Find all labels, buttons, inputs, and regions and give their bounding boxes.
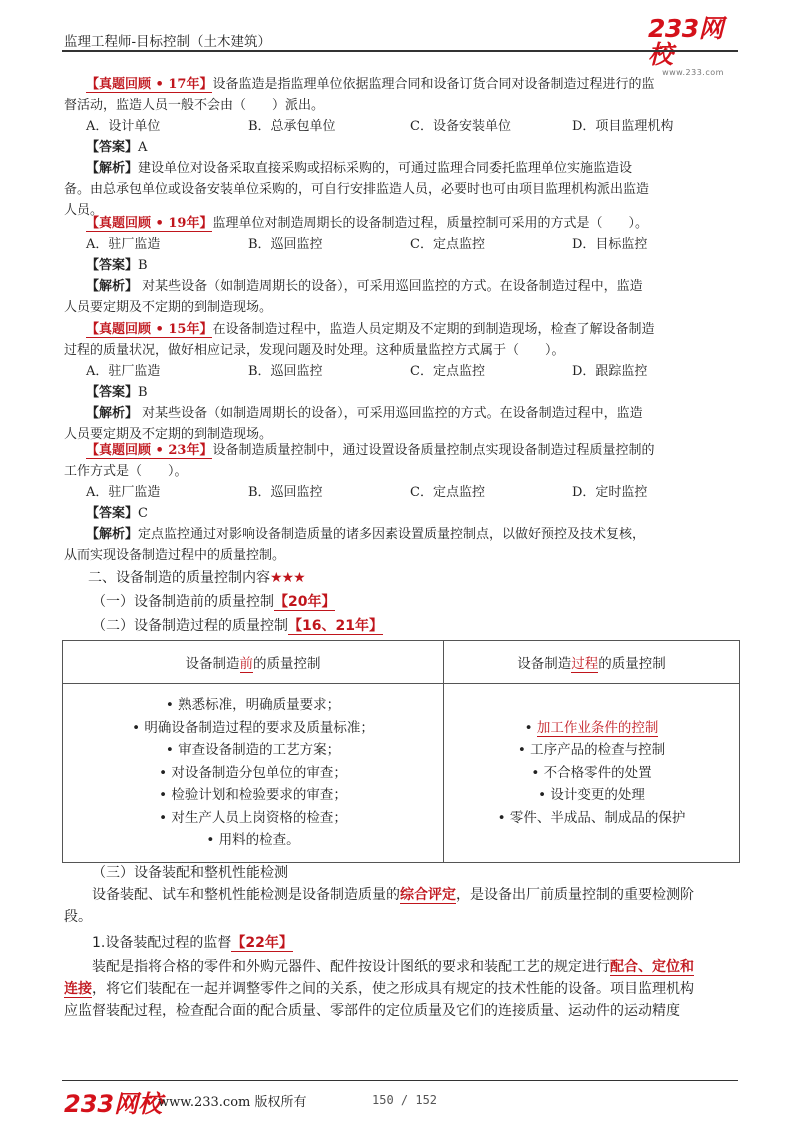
header-text: 设备制造: [185, 656, 240, 672]
analysis-line-1: [64, 524, 740, 545]
stem-line-1: 在设备制造过程中，监造人员定期及不定期的到制造现场，检查了解设备制造: [212, 322, 655, 337]
analysis-label: 【解析】: [86, 406, 139, 421]
options-row: [64, 234, 740, 255]
list-item: • 设计变更的处理: [538, 787, 645, 804]
option-c: C．定点监控: [410, 237, 485, 252]
stem-line-1: 设备制造质量控制中，通过设置设备质量控制点实现设备制造过程质量控制的: [212, 443, 655, 458]
answer-label: 【答案】: [86, 258, 139, 273]
option-a: A．驻厂监造: [86, 364, 161, 379]
subsection-title: （二）设备制造过程的质量控制: [92, 618, 288, 634]
before-manufacturing-list: [63, 684, 444, 863]
section-heading-2: [88, 567, 305, 589]
answer-line: [64, 382, 740, 403]
answer-label: 【答案】: [86, 385, 139, 400]
header-divider: [62, 50, 738, 52]
option-c: C．定点监控: [410, 485, 485, 500]
list-item: • 审查设备制造的工艺方案；: [165, 742, 341, 759]
answer-label: 【答案】: [86, 140, 139, 155]
stem-line-2: 过程的质量状况，做好相应记录，发现问题及时处理。这种质量监控方式属于（ ）。: [64, 343, 565, 358]
star-rating-icon: ★★★: [270, 570, 305, 586]
paragraph-1: [64, 884, 740, 906]
analysis-text-1: 建设单位对设备采取直接采购或招标采购的，可通过监理合同委托监理单位实施监造设: [138, 161, 633, 176]
options-row: [64, 361, 740, 382]
option-b: B．巡回监控: [248, 237, 323, 252]
analysis-label: 【解析】: [86, 279, 139, 294]
paragraph-1-line-2: 段。: [64, 909, 92, 925]
option-a: A．驻厂监造: [86, 485, 161, 500]
subsection-heading-2: [92, 615, 383, 637]
question-tag: 【真题回顾 • 15年】: [86, 322, 213, 337]
body-section-3: [64, 862, 740, 1022]
subsection-title: （一）设备制造前的质量控制: [92, 594, 274, 610]
table-header-row: [63, 641, 740, 684]
answer-label: 【答案】: [86, 506, 139, 521]
brand-logo-url: www.233.com: [662, 68, 724, 77]
text: ，将它们装配在一起并调整零件之间的关系，使之形成具有规定的技术性能的设备。项目监理机构: [92, 981, 694, 997]
footer-divider: [62, 1080, 738, 1081]
footer-copyright: www.233.com 版权所有: [158, 1095, 307, 1110]
highlighted-item: 加工作业条件的控制: [536, 719, 659, 736]
header-during-manufacturing: [444, 641, 740, 684]
options-row: [64, 482, 740, 503]
stem-line-1: 设备监造是指监理单位依据监理合同和设备订货合同对设备制造过程进行的监: [212, 77, 655, 92]
highlight-text: 连接: [64, 981, 92, 997]
paragraph-2-line-3: 应监督装配过程，检查配合面的配合质量、零部件的定位质量及它们的连接质量、运动件的运动精度: [64, 1003, 680, 1019]
header-highlight: 前: [239, 656, 253, 672]
analysis-text-1: 定点监控通过对影响设备制造质量的诸多因素设置质量控制点，以做好预控及技术复核，: [138, 527, 646, 542]
subsection-heading-3: （三）设备装配和整机性能检测: [92, 865, 288, 881]
question-stem: [64, 319, 740, 340]
brand-logo[interactable]: [648, 14, 738, 77]
answer-line: [64, 137, 740, 158]
answer-value: A: [138, 140, 148, 155]
question-stem: [64, 74, 740, 95]
highlight-text: 配合、定位和: [610, 959, 694, 975]
text: 装配是指将合格的零件和外购元器件、配件按设计图纸的要求和装配工艺的规定进行: [92, 959, 610, 975]
option-c: C．设备安装单位: [410, 119, 511, 134]
option-b: B．巡回监控: [248, 364, 323, 379]
option-d: D．跟踪监控: [572, 364, 648, 379]
answer-value: B: [138, 258, 148, 273]
list-item: • 对生产人员上岗资格的检查；: [159, 809, 347, 826]
answer-value: C: [138, 506, 148, 521]
paragraph-2: [64, 956, 740, 1000]
analysis-text-1: 对某些设备（如制造周期长的设备），可采用巡回监控的方式。在设备制造过程中，监造: [138, 406, 643, 421]
list-item: • 检验计划和检验要求的审查；: [159, 787, 347, 804]
year-tag: 【16、21年】: [288, 618, 383, 634]
question-tag: 【真题回顾 • 23年】: [86, 443, 213, 458]
question-stem: [64, 440, 740, 461]
option-b: B．巡回监控: [248, 485, 323, 500]
question-stem: [64, 213, 740, 234]
question-block-4: [64, 440, 740, 566]
header-text: 设备制造: [517, 656, 572, 672]
text: 设备装配、试车和整机性能检测是设备制造质量的: [92, 887, 400, 903]
header-highlight: 过程: [571, 656, 599, 672]
header-text: 的质量控制: [598, 656, 666, 672]
question-block-3: [64, 319, 740, 445]
heading-assembly-supervision: [64, 932, 740, 954]
analysis-line-3: 人员。: [64, 203, 104, 218]
answer-line: [64, 255, 740, 276]
list-item: • 明确设备制造过程的要求及质量标准；: [132, 719, 374, 736]
quality-control-table: [62, 640, 740, 863]
options-row: [64, 116, 740, 137]
analysis-line-2: 备。由总承包单位或设备安装单位采购的，可自行安排监造人员，必要时也可由项目监理机构派出监造: [64, 182, 650, 197]
answer-line: [64, 503, 740, 524]
heading-text: 1.设备装配过程的监督: [92, 935, 232, 951]
option-a: A．驻厂监造: [86, 237, 161, 252]
analysis-label: 【解析】: [86, 527, 139, 542]
analysis-label: 【解析】: [86, 161, 139, 176]
subsection-heading-1: [92, 591, 335, 613]
analysis-line-1: [64, 276, 740, 297]
question-tag: 【真题回顾 • 19年】: [86, 216, 213, 231]
during-manufacturing-list: [444, 684, 740, 863]
option-d: D．定时监控: [572, 485, 648, 500]
option-d: D．目标监控: [572, 237, 648, 252]
answer-value: B: [138, 385, 148, 400]
list-item: • 用料的检查。: [206, 832, 300, 849]
list-item: • 熟悉标准，明确质量要求；: [165, 697, 341, 714]
option-b: B．总承包单位: [248, 119, 336, 134]
year-tag: 【20年】: [274, 594, 336, 610]
text: ，是设备出厂前质量控制的重要检测阶: [456, 887, 694, 903]
analysis-text-1: 对某些设备（如制造周期长的设备），可采用巡回监控的方式。在设备制造过程中，监造: [138, 279, 643, 294]
list-item: • 对设备制造分包单位的审查；: [159, 764, 347, 781]
list-item: • 不合格零件的处置: [531, 764, 652, 781]
year-tag: 【22年】: [231, 935, 293, 951]
option-d: D．项目监理机构: [572, 119, 674, 134]
header-before-manufacturing: [63, 641, 444, 684]
question-block-1: [64, 74, 740, 221]
analysis-line-1: [64, 158, 740, 179]
stem-line-2: 督活动，监造人员一般不会由（ ）派出。: [64, 98, 325, 113]
header-title: 监理工程师-目标控制（土木建筑）: [64, 34, 272, 50]
question-tag: 【真题回顾 • 17年】: [86, 77, 213, 92]
question-block-2: [64, 213, 740, 318]
highlight-text: 综合评定: [400, 887, 456, 903]
analysis-line-2: 人员要定期及不定期的到制造现场。: [64, 427, 273, 442]
brand-logo-text: 233网校: [648, 14, 724, 69]
header-text: 的质量控制: [253, 656, 321, 672]
table-body-row: [63, 684, 740, 863]
bullet: •: [524, 719, 537, 736]
list-item: [444, 717, 739, 740]
page-number: 150 / 152: [372, 1093, 438, 1107]
analysis-line-2: 人员要定期及不定期的到制造现场。: [64, 300, 273, 315]
stem-line-1: 监理单位对制造周期长的设备制造过程，质量控制可采用的方式是（ ）。: [212, 216, 648, 231]
option-c: C．定点监控: [410, 364, 485, 379]
section-title: 二、设备制造的质量控制内容: [88, 570, 270, 586]
list-item: • 零件、半成品、制成品的保护: [497, 809, 686, 826]
analysis-line-1: [64, 403, 740, 424]
list-item: • 工序产品的检查与控制: [517, 742, 666, 759]
footer-logo[interactable]: 233网校: [64, 1090, 163, 1118]
analysis-line-2: 从而实现设备制造过程中的质量控制。: [64, 548, 286, 563]
stem-line-2: 工作方式是（ ）。: [64, 464, 188, 479]
option-a: A．设计单位: [86, 119, 161, 134]
